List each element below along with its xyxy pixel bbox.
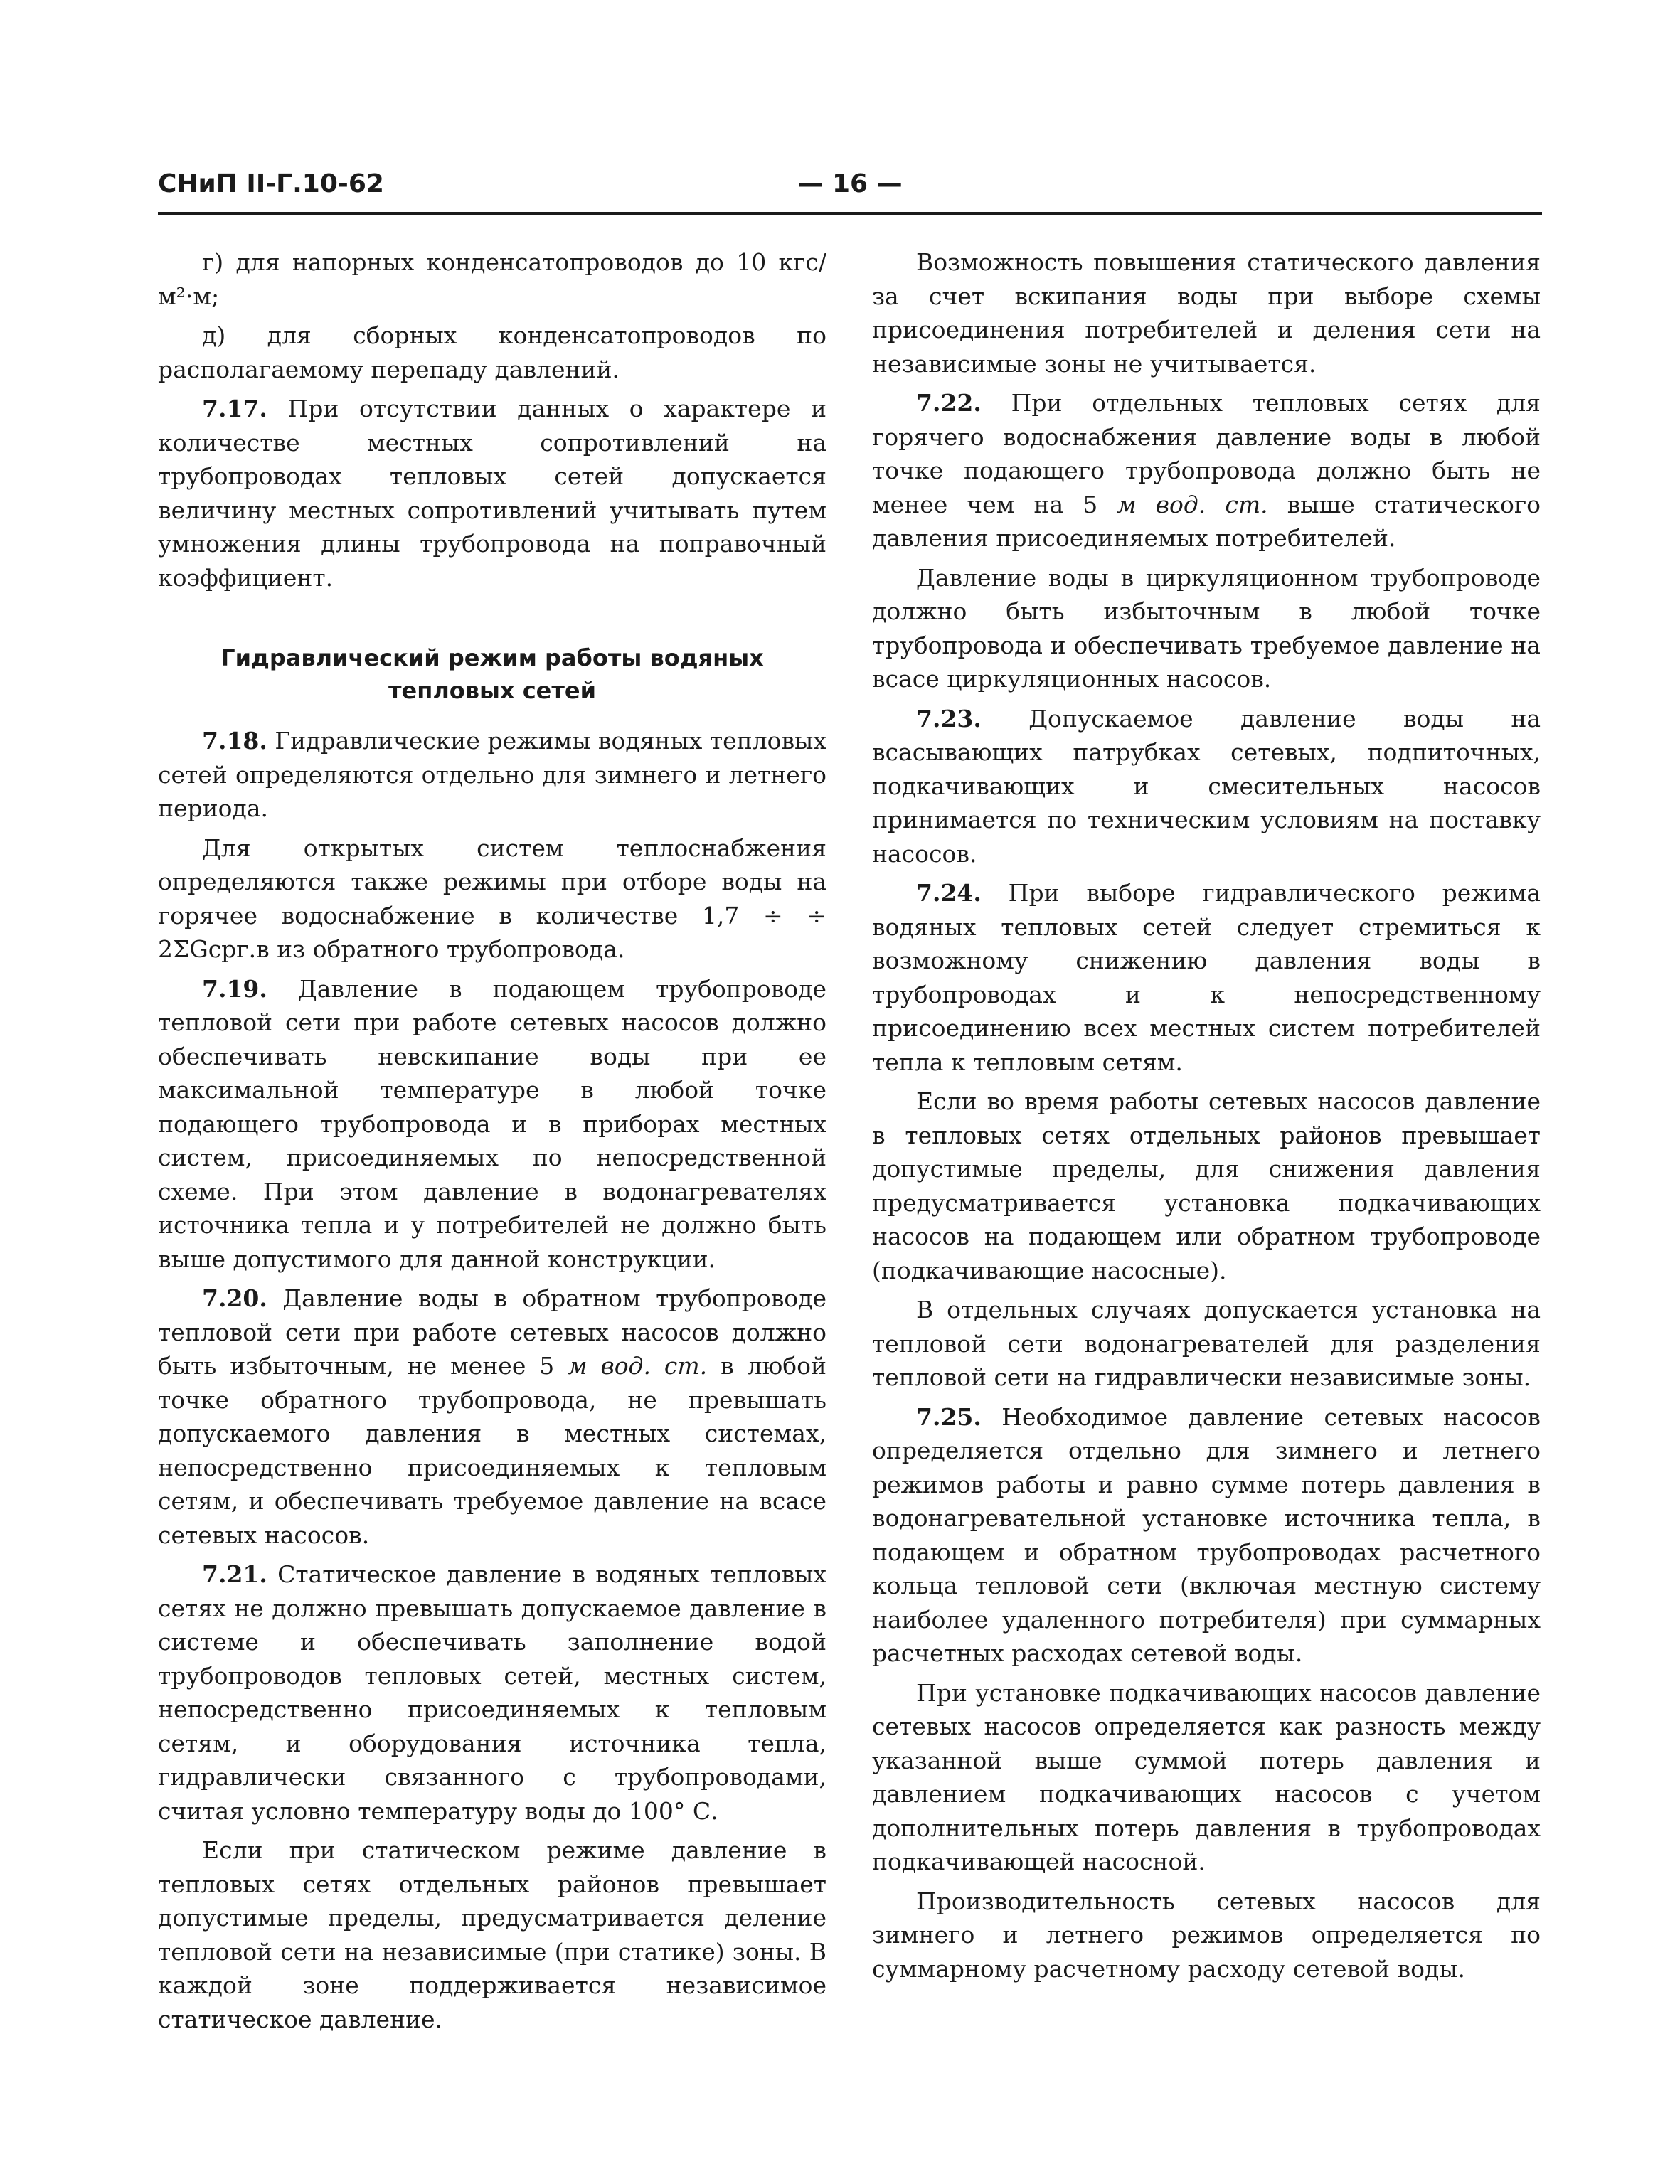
clause-number: 7.18. [202, 727, 267, 755]
paragraph: Для открытых систем теплоснабжения определяются также режимы при отборе воды на горячее водоснабжение в количестве 1,7 ÷ ÷ 2ΣGсрг.в из обратного трубопровода. [158, 833, 826, 963]
clause-number: 7.25. [916, 1402, 982, 1431]
paragraph: Если во время работы сетевых насосов давление в тепловых сетях отдельных районов превышает допустимые пределы, для снижения давления предусматривается установка подкачивающих насосов на подающем или обратном трубопроводе (подкачивающие насосные). [872, 1087, 1541, 1284]
clause-number: 7.20. [202, 1284, 267, 1312]
clause-number: 7.23. [916, 704, 982, 733]
clause-7-17: 7.17. При отсутствии данных о характере и количестве местных сопротивлений на трубопроводах тепловых сетей допускается величину местных сопротивлений учитывать путем умножения длины трубопровода на поправочный коэффициент. [158, 395, 826, 592]
page-number: — 16 — [797, 169, 903, 198]
header-rule [158, 212, 1542, 215]
clause-7-19: 7.19. Давление в подающем трубопроводе тепловой сети при работе сетевых насосов должно обеспечивать невскипание воды при ее максимальной температуре в любой точке подающего трубопровода и в приборах местных систем, присоединяемых по непосредственной схеме. При этом давление в водонагревателях источника тепла и у потребителей не должно быть выше допустимого для данной конструкции. [158, 974, 826, 1273]
right-column [872, 245, 1541, 1991]
document-code: СНиП II-Г.10-62 [158, 169, 384, 198]
paragraph: д) для сборных конденсатопроводов по располагаемому перепаду давлений. [158, 321, 826, 383]
clause-7-20: 7.20. Давление воды в обратном трубопроводе тепловой сети при работе сетевых насосов должно быть избыточным, не менее 5 м вод. ст. в любой точке обратного трубопровода, не превышать допускаемого давления в местных системах, непосредственно присоединяемых к тепловым сетям, и обеспечивать требуемое давление на всасе сетевых насосов. [158, 1284, 826, 1549]
clause-7-18: 7.18. Гидравлические режимы водяных тепловых сетей определяются отдельно для зимнего и летнего периода. [158, 727, 826, 822]
paragraph: Возможность повышения статического давления за счет вскипания воды при выборе схемы присоединения потребителей и деления сети на независимые зоны не учитывается. [872, 248, 1541, 378]
paragraph: При установке подкачивающих насосов давление сетевых насосов определяется как разность между указанной выше суммой потерь давления и давлением подкачивающих насосов с учетом дополнительных потерь давления в трубопроводах подкачивающей насосной. [872, 1678, 1541, 1875]
paragraph: Давление воды в циркуляционном трубопроводе должно быть избыточным в любой точке трубопровода и обеспечивать требуемое давление на всасе циркуляционных насосов. [872, 563, 1541, 693]
unit: м вод. ст. [568, 1352, 708, 1380]
clause-number: 7.19. [202, 974, 267, 1003]
clause-7-22: 7.22. При отдельных тепловых сетях для горячего водоснабжения давление воды в любой точке подающего трубопровода должно быть не менее чем на 5 м вод. ст. выше статического давления присоединяемых потребителей. [872, 389, 1541, 552]
page-header [158, 169, 1542, 212]
left-column [158, 245, 826, 2042]
paragraph: г) для напорных конденсатопроводов до 10 кгс/м²·м; [158, 248, 826, 310]
clause-7-23: 7.23. Допускаемое давление воды на всасывающих патрубках сетевых, подпиточных, подкачивающих и смесительных насосов принимается по техническим условиям на поставку насосов. [872, 704, 1541, 868]
paragraph: Если при статическом режиме давление в тепловых сетях отдельных районов превышает допустимые пределы, предусматривается деление тепловой сети на независимые (при статике) зоны. В каждой зоне поддерживается независимое статическое давление. [158, 1836, 826, 2033]
unit: м вод. ст. [1117, 490, 1268, 518]
clause-number: 7.17. [202, 395, 267, 422]
paragraph: Производительность сетевых насосов для зимнего и летнего режимов определяется по суммарному расчетному расходу сетевой воды. [872, 1887, 1541, 1983]
clause-number: 7.22. [916, 389, 982, 417]
clause-7-25: 7.25. Необходимое давление сетевых насосов определяется отдельно для зимнего и летнего режимов работы и равно сумме потерь давления в водонагревательной установке источника тепла, в подающем и обратном трубопроводах расчетного кольца тепловой сети (включая местную систему наиболее удаленного потребителя) при суммарных расчетных расходах сетевой воды. [872, 1402, 1541, 1667]
clause-number: 7.21. [202, 1560, 267, 1588]
paragraph: В отдельных случаях допускается установка на тепловой сети водонагревателей для разделения тепловой сети на гидравлически независимые зоны. [872, 1296, 1541, 1391]
section-heading: Гидравлический режим работы водяных тепловых сетей [220, 644, 764, 704]
clause-7-24: 7.24. При выборе гидравлического режима водяных тепловых сетей следует стремиться к возможному снижению давления воды в трубопроводах и к непосредственному присоединению всех местных систем потребителей тепла к тепловым сетям. [872, 879, 1541, 1076]
clause-number: 7.24. [916, 879, 982, 907]
clause-7-21: 7.21. Статическое давление в водяных тепловых сетях не должно превышать допускаемое давление в системе и обеспечивать заполнение водой трубопроводов тепловых сетей, местных систем, непосредственно присоединяемых к тепловым сетям, и оборудования источника тепла, гидравлически связанного с трубопроводами, считая условно температуру воды до 100° С. [158, 1560, 826, 1825]
